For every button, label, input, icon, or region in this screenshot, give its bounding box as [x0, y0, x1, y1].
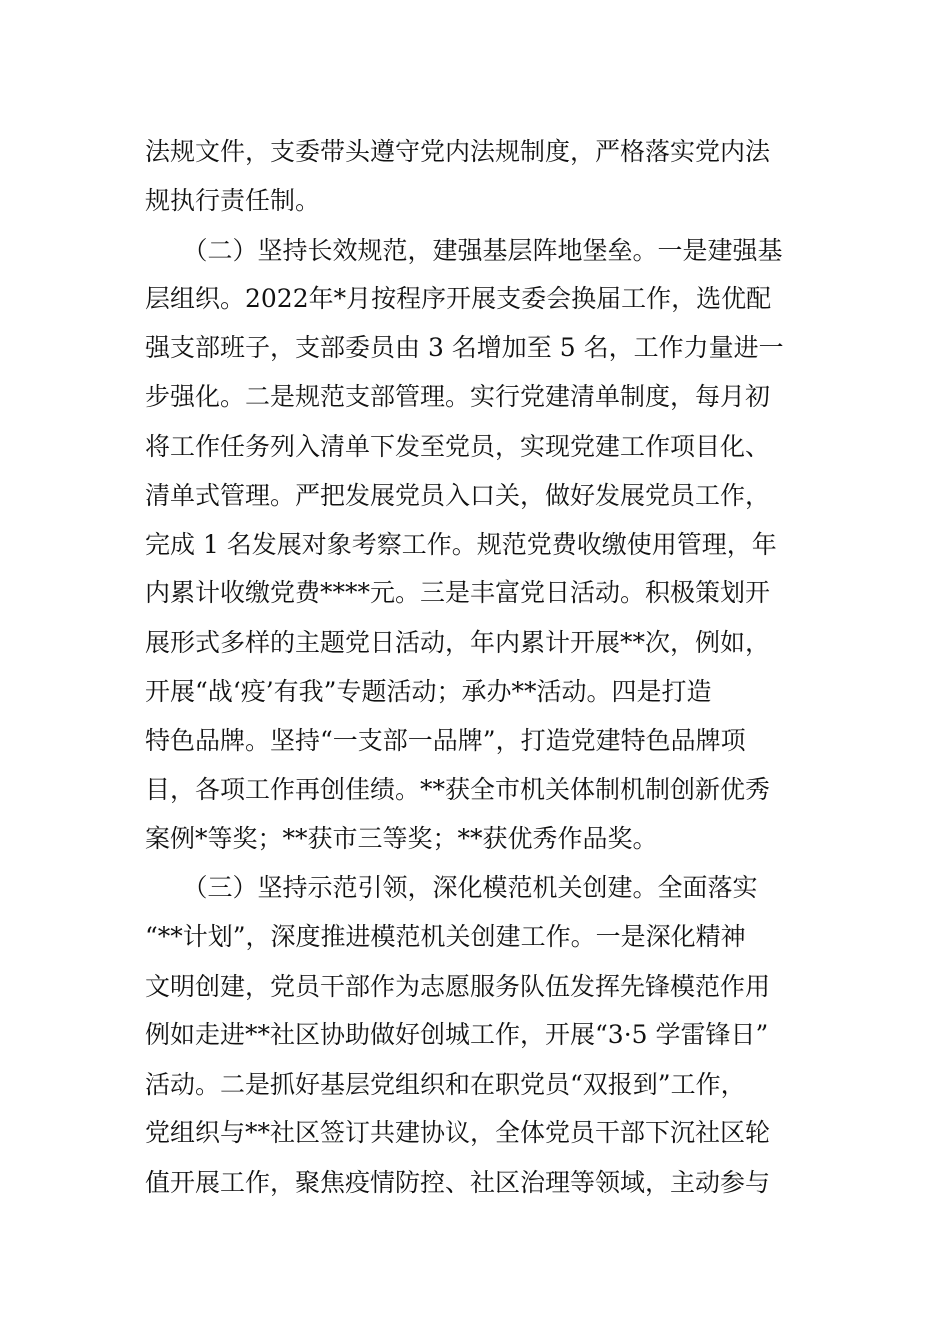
text-line: （二）坚持长效规范，建强基层阵地堡垒。一是建强基 — [145, 236, 783, 265]
text-line: 开展“战‘疫’有我”专题活动；承办**活动。四是打造 — [145, 677, 712, 706]
text-line: 例如走进**社区协助做好创城工作，开展“3·5 学雷锋日” — [145, 1020, 769, 1049]
text-line: 层组织。2022年*月按程序开展支委会换届工作，选优配 — [145, 284, 772, 313]
text-line: 展形式多样的主题党日活动，年内累计开展**次，例如， — [145, 628, 771, 657]
text-line: 规执行责任制。 — [145, 186, 321, 215]
text-line: 活动。二是抓好基层党组织和在职党员“双报到”工作， — [145, 1070, 746, 1099]
text-line: 党组织与**社区签订共建协议，全体党员干部下沉社区轮 — [145, 1118, 771, 1147]
text-line: 文明创建，党员干部作为志愿服务队伍发挥先锋模范作用 — [145, 972, 771, 1001]
text-line: 清单式管理。严把发展党员入口关，做好发展党员工作， — [145, 481, 771, 510]
text-line: 将工作任务列入清单下发至党员，实现党建工作项目化、 — [145, 432, 771, 461]
text-line: 步强化。二是规范支部管理。实行党建清单制度，每月初 — [145, 382, 771, 411]
text-line: （三）坚持示范引领，深化模范机关创建。全面落实 — [145, 873, 758, 902]
text-line: “**计划”，深度推进模范机关创建工作。一是深化精神 — [145, 922, 746, 951]
text-line: 法规文件，支委带头遵守党内法规制度，严格落实党内法 — [145, 137, 771, 166]
text-line: 案例*等奖；**获市三等奖；**获优秀作品奖。 — [145, 824, 658, 853]
text-line: 内累计收缴党费****元。三是丰富党日活动。积极策划开 — [145, 578, 771, 607]
text-line: 完成 1 名发展对象考察工作。规范党费收缴使用管理，年 — [145, 530, 777, 559]
text-line: 特色品牌。坚持“一支部一品牌”，打造党建特色品牌项 — [145, 726, 746, 755]
text-line: 强支部班子，支部委员由 3 名增加至 5 名，工作力量进一 — [145, 333, 784, 362]
text-line: 目，各项工作再创佳绩。**获全市机关体制机制创新优秀 — [145, 775, 771, 804]
text-line: 值开展工作，聚焦疫情防控、社区治理等领域，主动参与 — [145, 1168, 771, 1197]
